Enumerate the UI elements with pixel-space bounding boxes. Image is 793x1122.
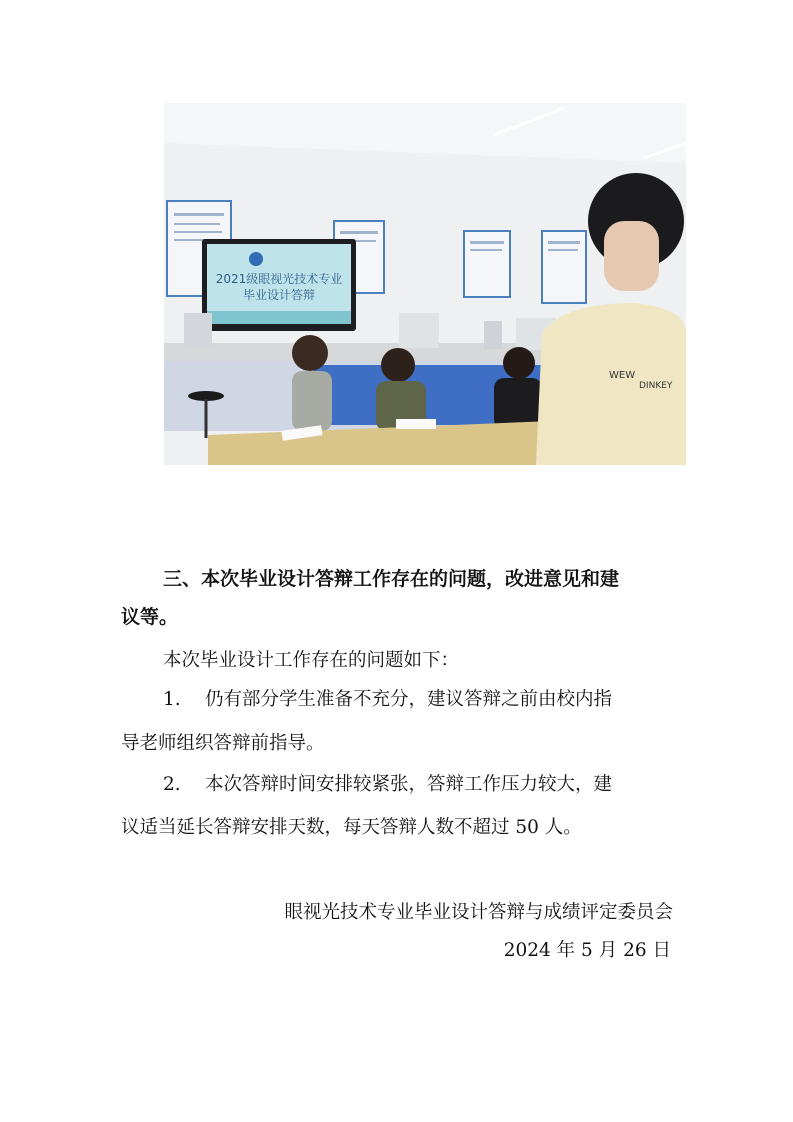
shirt-print-1: WEW [609, 370, 636, 381]
screen-title-line1: 2021级眼视光技术专业 [215, 272, 343, 286]
heading-line-2: 议等。 [121, 606, 179, 628]
item-1-number: 1. [163, 689, 181, 710]
item-1-line-2: 导老师组织答辩前指导。 [121, 733, 325, 754]
shirt-print-2: DINKEY [639, 381, 673, 391]
item-1-line-1: 仍有部分学生准备不充分，建议答辩之前由校内指 [205, 689, 613, 710]
item-2-line-2: 议适当延长答辩安排天数，每天答辩人数不超过 50 人。 [121, 817, 582, 838]
screen-title-line2: 毕业设计答辩 [242, 288, 316, 302]
committee-signature: 眼视光技术专业毕业设计答辩与成绩评定委员会 [284, 902, 673, 923]
item-2-number: 2. [163, 774, 181, 795]
defense-photo [164, 103, 686, 465]
section-heading [121, 560, 681, 636]
intro-paragraph: 本次毕业设计工作存在的问题如下： [163, 650, 460, 671]
heading-line-1: 三、本次毕业设计答辩工作存在的问题，改进意见和建 [163, 568, 620, 590]
item-2-line-1: 本次答辩时间安排较紧张，答辩工作压力较大，建 [205, 774, 613, 795]
signature-date: 2024 年 5 月 26 日 [503, 940, 671, 961]
